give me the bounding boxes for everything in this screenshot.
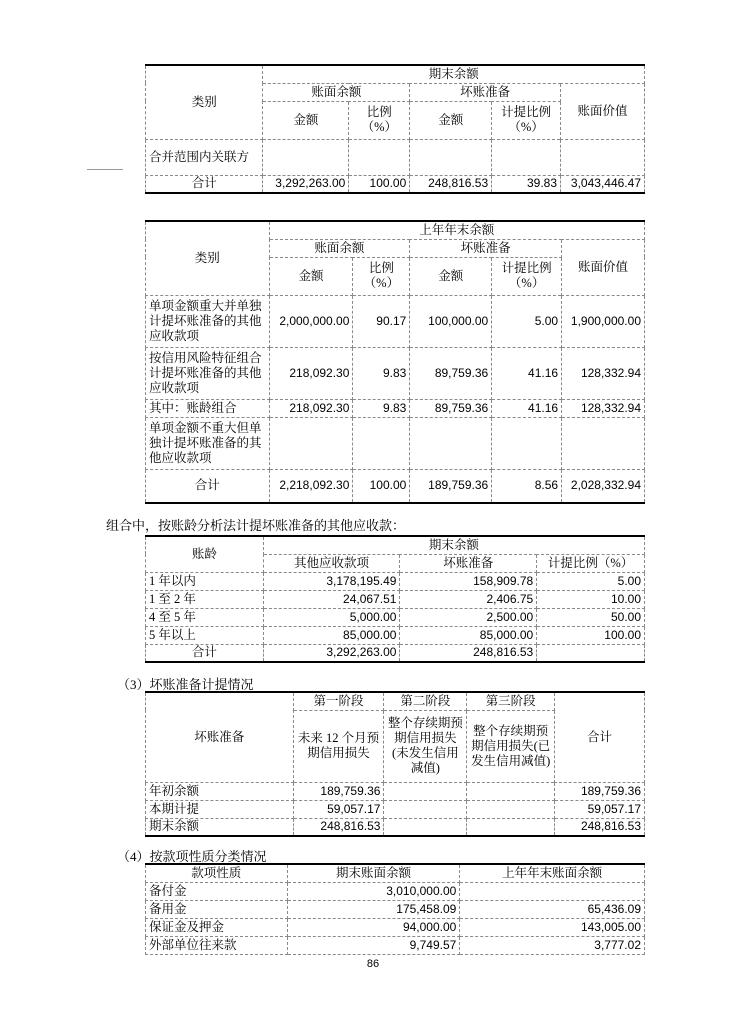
cell [384,800,467,818]
header-bad-debt: 坏账准备 [400,554,537,572]
header-end-balance: 期末账面余额 [287,864,460,882]
table-row [146,936,645,954]
cell: 65,436.09 [460,900,645,918]
cell: 85,000.00 [400,626,537,644]
table-row [146,590,645,608]
row-label: 期末余额 [146,818,294,836]
table-row [146,818,645,836]
cell: 2,000,000.00 [269,295,353,347]
cell: 218,092.30 [269,399,353,417]
cell: 9.83 [353,347,410,399]
header-bad-debt: 坏账准备 [410,239,562,257]
table-bad-debt-stages [145,691,645,837]
table-period-end-by-category [145,64,645,194]
cell: 5,000.00 [263,608,400,626]
table-by-nature [145,863,645,955]
table-row [146,900,645,918]
table-row [146,882,645,900]
header-age: 账龄 [146,536,264,572]
row-label: 1 至 2 年 [146,590,264,608]
heading-bad-debt-provision: （3）坏账准备计提情况 [117,677,254,692]
cell [384,782,467,800]
cell: 10.00 [537,590,645,608]
cell [410,139,492,175]
paragraph-aging-intro: 组合中，按账龄分析法计提坏账准备的其他应收款： [106,518,406,533]
heading-by-nature: （4）按款项性质分类情况 [117,849,267,864]
cell: 3,010,000.00 [287,882,460,900]
cell: 100.00 [537,626,645,644]
cell: 128,332.94 [562,399,645,417]
cell: 50.00 [537,608,645,626]
cell: 248,816.53 [400,644,537,662]
table-row [146,608,645,626]
header-bd-amount: 金额 [410,101,492,139]
header-ratio: 比例（%） [349,101,410,139]
cell: 218,092.30 [269,347,353,399]
cell: 158,909.78 [400,572,537,590]
cell: 3,777.02 [460,936,645,954]
cell: 5.00 [537,572,645,590]
row-label: 单项金额不重大但单独计提坏账准备的其他应收款项 [146,417,270,469]
header-book-value: 账面价值 [562,239,645,295]
header-book-balance: 账面余额 [269,239,410,257]
cell: 3,292,263.00 [263,175,349,193]
cell: 3,178,195.49 [263,572,400,590]
cell: 85,000.00 [263,626,400,644]
header-total: 合计 [555,692,645,782]
header-bad-debt: 坏账准备 [410,83,561,101]
cell: 9,749.57 [287,936,460,954]
cell: 90.17 [353,295,410,347]
cell [561,139,645,175]
table-row [146,399,645,417]
row-label: 合计 [146,175,263,193]
cell: 9.83 [353,399,410,417]
cell [410,417,492,469]
cell: 248,816.53 [410,175,492,193]
row-label: 单项金额重大并单独计提坏账准备的其他应收款项 [146,295,270,347]
row-label: 5 年以上 [146,626,264,644]
table-row [146,417,645,469]
cell: 3,292,263.00 [263,644,400,662]
header-amount: 金额 [269,257,353,295]
cell: 89,759.36 [410,399,492,417]
table-row [146,626,645,644]
table-row [146,782,645,800]
header-stage2-desc: 整个存续期预期信用损失(未发生信用减值) [384,710,467,782]
table-aging [145,535,645,663]
cell: 41.16 [492,399,562,417]
row-label: 年初余额 [146,782,294,800]
cell [349,139,410,175]
table-row-total [146,175,645,193]
header-book-value: 账面价值 [561,83,645,139]
cell: 2,500.00 [400,608,537,626]
row-label: 其中：账龄组合 [146,399,270,417]
table-row [146,139,645,175]
row-label: 备付金 [146,882,288,900]
header-receivables: 其他应收款项 [263,554,400,572]
header-ratio: 比例（%） [353,257,410,295]
cell: 248,816.53 [555,818,645,836]
header-period-end: 期末余额 [263,536,644,554]
cell: 100,000.00 [410,295,492,347]
header-category: 类别 [146,65,263,139]
cell [467,818,555,836]
cell: 2,028,332.94 [562,469,645,503]
cell: 39.83 [492,175,561,193]
header-provision-ratio: 计提比例（%） [537,554,645,572]
cell: 175,458.09 [287,900,460,918]
cell [263,139,349,175]
cell [467,800,555,818]
header-amount: 金额 [263,101,349,139]
cell [492,139,561,175]
header-provision-ratio: 计提比例（%） [492,257,562,295]
cell: 100.00 [353,469,410,503]
cell [353,417,410,469]
cell: 100.00 [349,175,410,193]
cell: 248,816.53 [293,818,384,836]
row-label: 合并范围内关联方 [146,139,263,175]
cell: 24,067.51 [263,590,400,608]
header-stage1: 第一阶段 [293,692,384,710]
table-row [146,918,645,936]
row-label: 1 年以内 [146,572,264,590]
cell: 189,759.36 [410,469,492,503]
cell [562,417,645,469]
row-label: 本期计提 [146,800,294,818]
header-book-balance: 账面余额 [263,83,410,101]
row-label: 合计 [146,469,270,503]
row-label: 保证金及押金 [146,918,288,936]
cell: 2,218,092.30 [269,469,353,503]
header-stage2: 第二阶段 [384,692,467,710]
cell: 3,043,446.47 [561,175,645,193]
header-period-end: 期末余额 [263,65,645,83]
header-provision-ratio: 计提比例（%） [492,101,561,139]
cell [537,644,645,662]
cell: 2,406.75 [400,590,537,608]
header-stage3: 第三阶段 [467,692,555,710]
margin-mark [87,169,123,170]
table-row [146,347,645,399]
header-category: 类别 [146,221,270,295]
header-stage3-desc: 整个存续期预期信用损失(已发生信用减值) [467,710,555,782]
row-label: 4 至 5 年 [146,608,264,626]
cell: 128,332.94 [562,347,645,399]
cell: 5.00 [492,295,562,347]
cell [269,417,353,469]
cell: 41.16 [492,347,562,399]
header-nature: 款项性质 [146,864,288,882]
header-bd-amount: 金额 [410,257,492,295]
table-row [146,295,645,347]
cell: 59,057.17 [555,800,645,818]
header-prior-year: 上年年末余额 [269,221,645,239]
row-label: 按信用风险特征组合计提坏账准备的其他应收款项 [146,347,270,399]
cell: 189,759.36 [293,782,384,800]
cell [460,882,645,900]
table-row [146,800,645,818]
cell: 8.56 [492,469,562,503]
row-label: 备用金 [146,900,288,918]
table-row-total [146,469,645,503]
table-row-total [146,644,645,662]
cell: 59,057.17 [293,800,384,818]
cell: 143,005.00 [460,918,645,936]
cell: 189,759.36 [555,782,645,800]
cell: 1,900,000.00 [562,295,645,347]
cell: 94,000.00 [287,918,460,936]
cell [384,818,467,836]
row-label: 外部单位往来款 [146,936,288,954]
header-stage1-desc: 未来 12 个月预期信用损失 [293,710,384,782]
row-label: 合计 [146,644,264,662]
page-number: 86 [366,958,380,970]
cell: 89,759.36 [410,347,492,399]
header-begin-balance: 上年年末账面余额 [460,864,645,882]
header-bad-debt: 坏账准备 [146,692,294,782]
cell [467,782,555,800]
table-row [146,572,645,590]
table-prior-year-by-category [145,220,645,504]
cell [492,417,562,469]
